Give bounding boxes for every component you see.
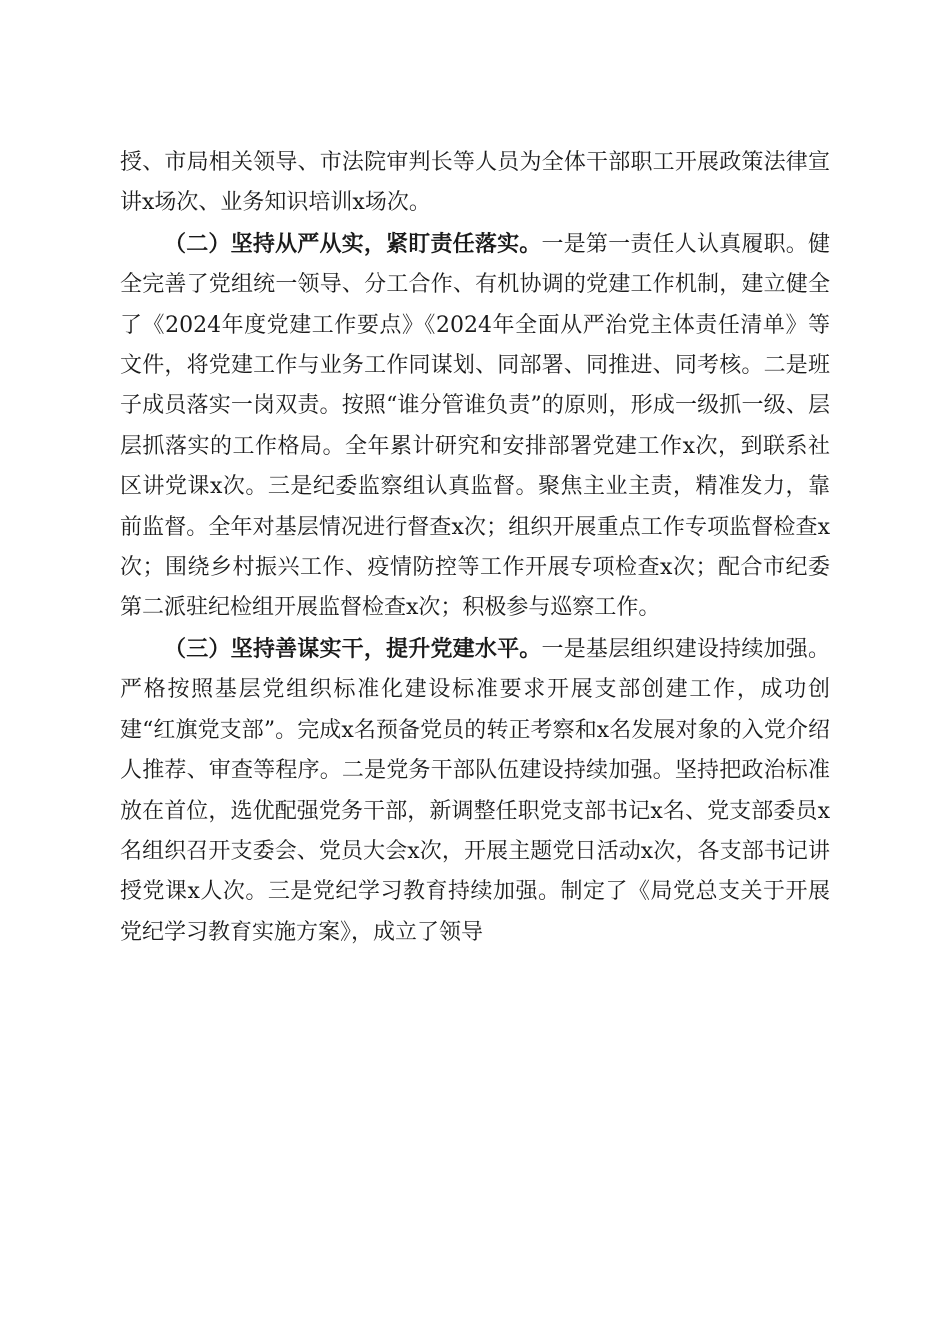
paragraph-section-3 — [120, 629, 830, 953]
paragraph-text: 授、市局相关领导、市法院审判长等人员为全体干部职工开展政策法律宣讲x场次、业务知识培训x场次。 — [120, 150, 830, 216]
paragraph-continuation — [120, 143, 830, 224]
paragraph-section-2 — [120, 224, 830, 629]
paragraph-text: 一是基层组织建设持续加强。严格按照基层党组织标准化建设标准要求开展支部创建工作，成功创建“红旗党支部”。完成x名预备党员的转正考察和x名发展对象的入党介绍人推荐、审查等程序。二是党务干部队伍建设持续加强。坚持把政治标准放在首位，选优配强党务干部，新调整任职党支部书记x名、党支部委员x名组织召开支委会、党员大会x次，开展主题党日活动x次，各支部书记讲授党课x人次。三是党纪学习教育持续加强。制定了《局党总支关于开展党纪学习教育实施方案》，成立了领导 — [120, 636, 830, 945]
section-heading: （二）坚持从严从实，紧盯责任落实。 — [164, 230, 542, 257]
document-body — [120, 143, 830, 953]
section-heading: （三）坚持善谋实干，提升党建水平。 — [164, 635, 542, 662]
paragraph-text: 一是第一责任人认真履职。健全完善了党组统一领导、分工合作、有机协调的党建工作机制，建立健全了《2024年度党建工作要点》《2024年全面从严治党主体责任清单》等文件，将党建工作与业务工作同谋划、同部署、同推进、同考核。二是班子成员落实一岗双责。按照“谁分管谁负责”的原则，形成一级抓一级、层层抓落实的工作格局。全年累计研究和安排部署党建工作x次，到联系社区讲党课x次。三是纪委监察组认真监督。聚焦主业主责，精准发力，靠前监督。全年对基层情况进行督查x次；组织开展重点工作专项监督检查x次；围绕乡村振兴工作、疫情防控等工作开展专项检查x次；配合市纪委第二派驻纪检组开展监督检查x次；积极参与巡察工作。 — [120, 231, 830, 621]
